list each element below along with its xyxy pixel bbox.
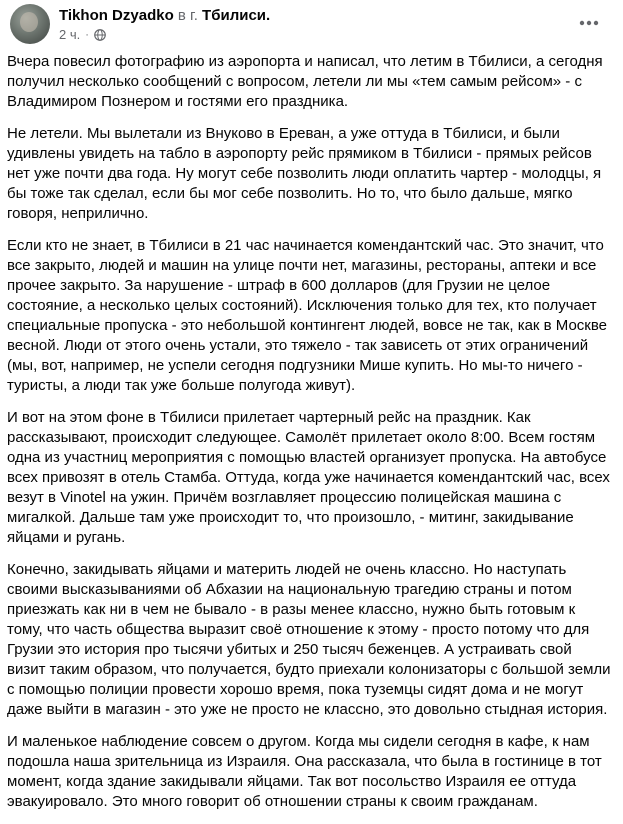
post-body	[7, 52, 613, 824]
globe-icon[interactable]	[94, 29, 106, 41]
more-horizontal-icon	[579, 13, 599, 31]
post-paragraph: Не летели. Мы вылетали из Внуково в Ереван, а уже оттуда в Тбилиси, и были удивлены увидеть на табло в аэропорту рейс прямиком в Тбилиси - прямых рейсов нет уже почти два года. Ну могут себе позволить люди оплатить чартер - молодцы, я бы тоже так сделал, если бы мог себе позволить. Но то, что было дальше, мягко говоря, неприлично.	[7, 125, 602, 222]
post-meta	[59, 27, 106, 43]
post-paragraph: Вчера повесил фотографию из аэропорта и написал, что летим в Тбилиси, а сегодня получил несколько сообщений с вопросом, летели ли мы «тем самым рейсом» - с Владимиром Познером и гостями его праздника.	[7, 53, 603, 110]
location-preposition: в г.	[177, 7, 198, 24]
post-header	[7, 0, 613, 52]
author-line	[59, 7, 270, 25]
post-paragraph: И маленькое наблюдение совсем о другом. Когда мы сидели сегодня в кафе, к нам подошла наша зрительница из Израиля. Она рассказала, что была в гостинице в тот момент, когда здание закидывали яйцами. Так вот посольство Израиля ее оттуда эвакуировало. Это много говорит об отношении страны к своим гражданам.	[7, 733, 602, 810]
meta-separator: ·	[85, 29, 89, 41]
author-avatar[interactable]	[10, 4, 50, 44]
more-options-button[interactable]	[575, 8, 603, 36]
post-paragraph: Конечно, закидывать яйцами и материть людей не очень классно. Но наступать своими высказываниями об Абхазии на национальную трагедию страны и потом приезжать как ни в чем не бывало - в разы менее классно, нужно быть готовым к тому, что часть общества выразит своё отношение к этому - просто потому что для Грузии это история про тысячи убитых и 250 тысяч беженцев. А устраивать свой визит таким образом, что получается, будто приехали колонизаторы с большой земли с помощью полиции провести хорошо время, пока туземцы сидят дома и не могут даже выйти в магазин - это уже не просто не классно, это довольно стыдная история.	[7, 561, 611, 718]
post-timestamp[interactable]: 2 ч.	[59, 27, 81, 42]
location-link[interactable]: Тбилиси.	[202, 7, 271, 24]
author-name[interactable]: Tikhon Dzyadko	[59, 7, 174, 24]
post-paragraph: И вот на этом фоне в Тбилиси прилетает чартерный рейс на праздник. Как рассказывают, происходит следующее. Самолёт прилетает около 8:00. Всем гостям одна из участниц мероприятия с помощью властей организует пропуска. На автобусе всех привозят в отель Стамба. Оттуда, когда уже начинается комендантский час, всех везут в Vinotel на ужин. Причём возглавляет процессию полицейская машина с мигалкой. Дальше там уже происходит то, что произошло, - митинг, закидывание яйцами и ругань.	[7, 409, 610, 546]
post-paragraph: Если кто не знает, в Тбилиси в 21 час начинается комендантский час. Это значит, что все закрыто, людей и машин на улице почти нет, магазины, рестораны, аптеки и все прочее закрыто. За нарушение - штраф в 600 долларов (для Грузии не целое состояние, а несколько целых состояний). Исключения только для тех, кто получает специальные пропуска - это небольшой контингент людей, вовсе не так, как в Москве весной. Люди от этого очень устали, это тяжело - так зависеть от этих ограничений (мы, вот, например, не успели сегодня подгузники Мише купить. Но мы-то ничего - туристы, а люди так уже больше полугода живут).	[7, 237, 608, 394]
